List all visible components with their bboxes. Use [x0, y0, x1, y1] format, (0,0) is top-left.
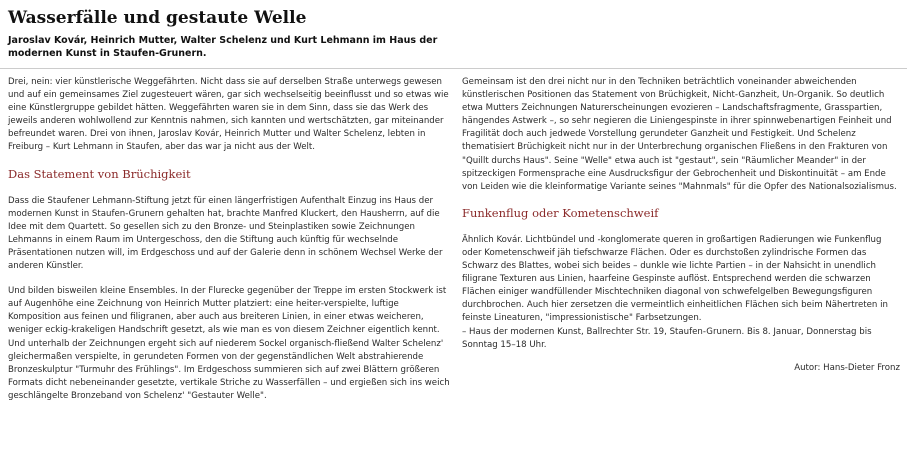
- left-column: [8, 76, 452, 415]
- paragraph: Dass die Staufener Lehmann-Stiftung jetzt für einen längerfristigen Aufenthalt Einzug ins Haus der modernen Kunst in Staufen-Grunern gehalten hat, brachte Manfred Kluckert, den Hausherrn, auf die Idee mit dem Quartett. So gesellen sich zu den Bronze- und Steinplastiken sowie Zeichnungen Lehmanns in einem Raum im Untergeschoss, den die Stiftung auch künftig für wechselnde Präsentationen nutzen will, im Erdgeschoss und auf der Galerie denn in schönem Wechsel Werke der anderen Künstler.: [8, 195, 443, 272]
- header-divider: [0, 68, 907, 69]
- paragraph: Und bilden bisweilen kleine Ensembles. In der Flurecke gegenüber der Treppe im ersten Stockwerk ist auf Augenhöhe eine Zeichnung von Heinrich Mutter platziert: eine heiter-verspielte, luftige Komposition aus feinen und filigranen, aber auch aus breiteren Linien, in einer etwas weicheren, weniger eckig-krakeligen Handschrift gesetzt, als wie man es von diesem Zeichner eigentlich kennt. Und unterhalb der Zeichnungen ergeht sich auf niederem Sockel organisch-fließend Walter Schelenz' gleichermaßen verspielte, in gerundeten Formen von der gegenständlichen Welt abstrahierende Bronzeskulptur "Turmuhr des Frühlings". Im Erdgeschoss summieren sich auf zwei Blättern größeren Formats dicht nebeneinander gesetzte, vertikale Striche zu Wasserfällen – und ergießen sich ins weich geschlängelte Bronzeband von Schelenz' "Gestauter Welle".: [8, 286, 450, 401]
- article-subtitle: Jaroslav Kovár, Heinrich Mutter, Walter Schelenz und Kurt Lehmann im Haus der modernen Kunst in Staufen-Grunern.: [8, 35, 438, 59]
- exhibition-info: – Haus der modernen Kunst, Ballrechter Str. 19, Staufen-Grunern. Bis 8. Januar, Donnerstag bis Sonntag 15–18 Uhr.: [462, 326, 872, 350]
- paragraph: Ähnlich Kovár. Lichtbündel und -konglomerate queren in großartigen Radierungen wie Funkenflug oder Kometenschweif jäh tiefschwarze Flächen. Oder es durchstoßen zylindrische Formen das Schwarz des Blattes, wobei sich beides – dunkle wie lichte Partien – in der Nahsicht in unendlich filigrane Texturen aus Linien, haarfeine Gespinste auflöst. Entsprechend werden die schwarzen Flächen einiger wandfüllender Mischtechniken diagonal von schwefelgelben Bewegungsfiguren durchbrochen. Auch hier zersetzen die vermeintlich einheitlichen Flächen sich beim Nähertreten in feinste Lineaturen, "impressionistische" Farbsetzungen.: [462, 234, 888, 324]
- paragraph: Gemeinsam ist den drei nicht nur in den Techniken beträchtlich voneinander abweichenden künstlerischen Positionen das Statement von Brüchigkeit, Nicht-Ganzheit, Un-Organik. So deutlich etwa Mutters Zeichnungen Naturerscheinungen evozieren – Landschaftsfragmente, Grasspartien, hängendes Astwerk –, so sehr negieren die Liniengespinste in ihrer spinnwebenartigen Feinheit und Fragilität doch auch jedwede Vorstellung gerundeter Ganzheit und Festigkeit. Und Schelenz thematisiert Brüchigkeit nicht nur in der Unterbrechung organischen Fließens in den Frakturen von "Quillt durchs Haus". Seine "Welle" etwa auch ist "gestaut", sein "Räumlicher Meander" in der spitzeckigen Formensprache eine Ausdrucksfigur der Gebrochenheit und Diskontinuität – am Ende von Leiden wie die kleinformatige Variante seines "Mahnmals" für die Opfer des Nationalsozialismus.: [462, 77, 897, 192]
- article-title: Wasserfälle und gestaute Welle: [8, 8, 307, 28]
- article-header: [8, 8, 898, 60]
- section-heading-statement: Das Statement von Brüchigkeit: [8, 166, 191, 181]
- right-column: [462, 76, 900, 375]
- section-heading-funkenflug: Funkenflug oder Kometenschweif: [462, 205, 659, 220]
- author-credit: Autor: Hans-Dieter Fronz: [794, 362, 900, 373]
- intro-paragraph: Drei, nein: vier künstlerische Weggefährten. Nicht dass sie auf derselben Straße unterwegs gewesen und auf ein gemeinsames Ziel zugesteuert wären, gar sich wechselseitig beeinflusst und so etwas wie eine Künstlergruppe gebildet hätten. Weggefährten waren sie in dem Sinn, dass sie das Werk des jeweils anderen wohlwollend zur Kenntnis nahmen, sich kannten und wertschätzten, gar miteinander befreundet waren. Drei von ihnen, Jaroslav Kovár, Heinrich Mutter und Walter Schelenz, lebten in Freiburg – Kurt Lehmann in Staufen, aber das war ja nicht aus der Welt.: [8, 77, 449, 153]
